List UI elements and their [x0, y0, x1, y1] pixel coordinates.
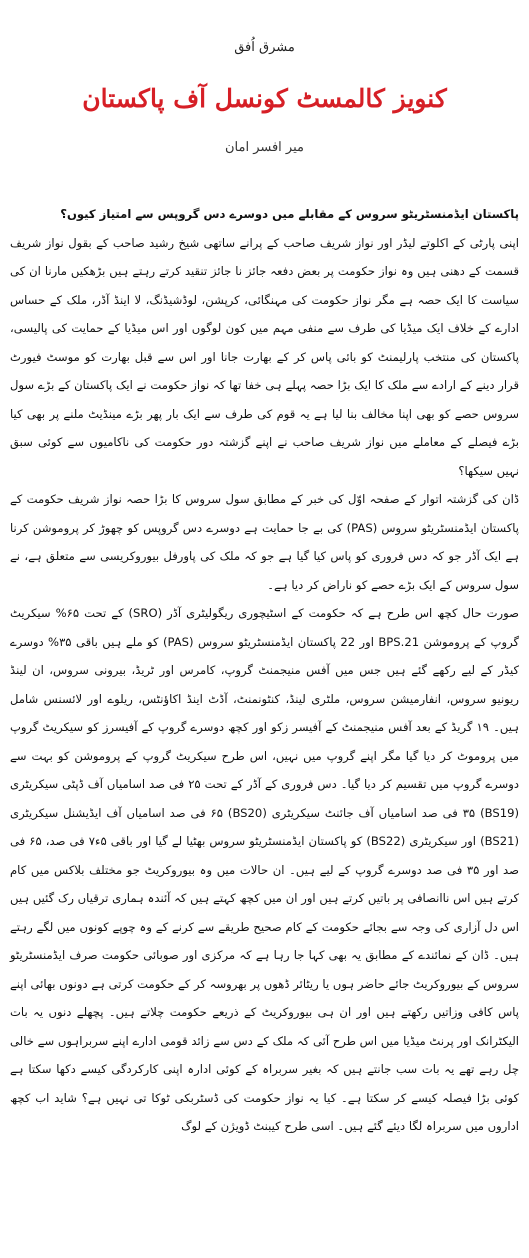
article-question: پاکستان ایڈمنسٹریٹو سروس کے مقابلے میں دوسرے دس گروپس سے امتیاز کیوں؟ — [60, 207, 519, 221]
column-name: مشرق اُفق — [234, 40, 295, 55]
paragraph-1: اپنی پارٹی کے اکلوتے لیڈر اور نواز شریف صاحب کے پرانے ساتھی شیخ رشید صاحب کے بقول نواز شریف قسمت کے دھنی ہیں وہ نواز حکومت پر بعض دفعہ جائز نا جائز تنقید کرتے رہتے ہیں بڑھکیں مارنا ان کی سیاست کا ایک حصہ ہے مگر نواز حکومت کی مہنگائی، کرپشن، لوڈشیڈنگ، لا اینڈ آڈر، ملک کے حساس ادارے کے خلاف ایک میڈیا کی طرف سے منفی مہم میں کون لوگوں اور اس میڈیا کے حمایت کی پالیسی، پاکستان کی منتخب پارلیمنٹ کو بائی پاس کر کے بھارت جانا اور اس سے قبل بھارت کو موسٹ فیورٹ قرار دینے کے ارادے سے ملک کا ایک بڑا حصہ پہلے ہی خفا تھا کہ نواز حکومت نے ایک پاکستان کے بڑے سول سروس حصے کو بھی اپنا مخالف بنا لیا ہے یہ قوم کی طرف سے ایک بار پھر بڑے مینڈیٹ ملنے پر بھی کیا بڑے فیصلے کے معاملے میں نواز شریف صاحب نے اپنے گزشتہ دور حکومت کی ناکامیوں سے کوئی سبق نہیں سیکھا؟ — [10, 235, 519, 478]
author-byline: میر افسر امان — [224, 140, 304, 155]
paragraph-3: صورت حال کچھ اس طرح ہے کہ حکومت کے اسٹیچوری ریگولیٹری آڈر (SRO) کے تحت ۶۵% سیکریٹ گروپ کے پروموشن BPS.21 اور 22 پاکستان ایڈمنسٹریٹو سروس (PAS) کو ملے ہیں باقی ۳۵% دوسرے کیڈر کے لیے رکھے گئے ہیں جس میں آفس منیجمنٹ گروپ، کامرس اور ٹریڈ، بیرونی سروس، ان لینڈ ریونیو سروس، انفارمیشن سروس، ملٹری لینڈ، کنٹونمنٹ، آڈٹ اینڈ اکاؤنٹس، ریلوے اور لائسنس شامل ہیں۔ ۱۹ گریڈ کے بعد آفس منیجمنٹ کے آفیسر زکو اور کچھ دوسرے گروپ کے آفیسرز کو سیکریٹ گروپ میں پروموٹ کر دیا گیا مگر اپنے گروپ میں نہیں، اس طرح سیکریٹ گروپ کے پروموشن کو بہت سے دوسرے گروپ میں تقسیم کر دیا گیا۔ دس فروری کے آڈر کے تحت ۲۵ فی صد اسامیاں آف ڈپٹی سیکریٹری (BS19) ۳۵ فی صد اسامیاں آف جائنٹ سیکریٹری (BS20) ۶۵ فی صد اسامیاں آف ایڈیشنل سیکریٹری (BS21) اور سیکریٹری (BS22) کو پاکستان ایڈمنسٹریٹو سروس بھٹیا لے گیا اور باقی ۵ء۷ فی صد، ۶۵ فی صد اور ۳۵ فی صد دوسرے گروپ کے لیے ہیں۔ ان حالات میں وہ بیوروکریٹ جو مختلف بلاکس میں کام کرتے ہیں اس ناانصافی پر باتیں کرتے ہیں اور ان میں کچھ کہتے ہیں کہ آئندہ ہماری ترقیاں رک گئیں ہیں اس دل آزاری کی وجہ سے بجائے حکومت کے کام صحیح طریقے سے کرنے کے وہ چوپے کونوں میں لگے رہتے ہیں۔ ڈان کے نمائندے کے مطابق یہ بھی کہا جا رہا ہے کہ مرکزی اور صوبائی حکومت صرف ایڈمنسٹریٹو سروس کے بیوروکریٹ جائے حاضر ہوں یا ریٹائر ڈھوں پر بھروسہ کر کے حکومت کرتی ہے دونوں بھائی اپنے پاس کافی وزاتیں رکھتے ہیں اور ان ہی بیوروکریٹ کے ذریعے حکومت چلاتے ہیں۔ پچھلے دنوں یہ بات الیکٹرانک اور پرنٹ میڈیا میں اس طرح آئی کہ ملک کے دس سے زائد قومی ادارے اپنے سربراہوں سے خالی چل رہے تھے یہ بات سب جانتے ہیں کہ بغیر سربراہ کے کوئی ادارہ اپنی کارکردگی کیسے دکھا سکتا ہے کوئی بڑا فیصلہ کیسے کر سکتا ہے۔ کیا یہ نواز حکومت کی ڈسٹربکی ٹوکا تی نہیں ہے؟ شاید اب کچھ اداروں میں سربراہ لگا دیئے گئے ہیں۔ اسی طرح کیبنٹ ڈویژن کے لوگ — [10, 606, 519, 1133]
paragraph-2: ڈان کی گزشتہ اتوار کے صفحہ اوّل کی خبر کے مطابق سول سروس کا بڑا حصہ نواز شریف حکومت کے پاکستان ایڈمنسٹریٹو سروس (PAS) کی بے جا حمایت ہے دوسرے دس گروپس کو چھوڑ کر پروموشن کرنا ہے ایک آڈر جو کہ دس فروری کو پاس کیا گیا ہے جو کہ ملک کی پاورفل بیوروکریسی سے متعلق ہے، نے سول سروس کے ایک بڑے حصے کو ناراض کر دیا ہے۔ — [10, 492, 519, 592]
article-body — [10, 200, 519, 1141]
article-headline: کنویز کالمسٹ کونسل آف پاکستان — [82, 84, 447, 113]
